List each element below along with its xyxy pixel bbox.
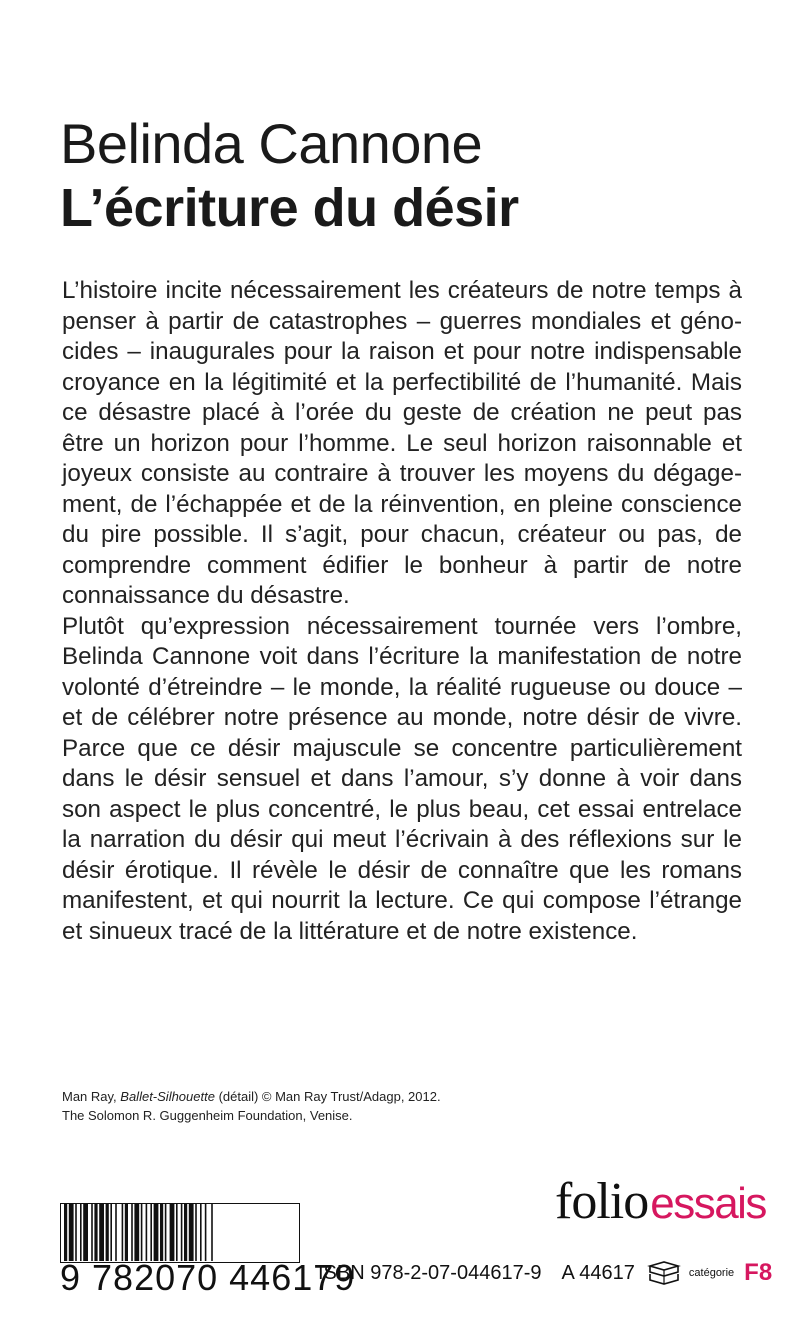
barcode-bar xyxy=(131,1203,133,1261)
category-label: catégorie xyxy=(688,1267,735,1279)
blurb-paragraph: Plutôt qu’expression nécessairement tournée vers l’ombre, Belinda Cannone voit dans l’écriture la manifestation de notre volonté d’étreindre – le monde, la réalité rugueuse ou douce – et de célébrer notre présence au monde, notre désir de vivre. Parce que ce désir majuscule se concentre particulièrement dans le désir sensuel et dans l’amour, s’y donne à voir dans son aspect le plus concentré, le plus beau, cet essai entrelace la narration du désir qui meut l’écrivain à des réflexions sur le désir érotique. Il révèle le désir de connaître que les romans manifestent, et qui nourrit la lecture. Ce qui compose l’étrange et sinueux tracé de la littérature et de notre existence. xyxy=(62,612,742,945)
publisher-logo xyxy=(555,1172,766,1234)
category-value: F8 xyxy=(744,1259,773,1286)
barcode-bar xyxy=(176,1203,178,1261)
barcode-digits: 9 782070 446179 xyxy=(60,1257,356,1298)
isbn-line xyxy=(318,1258,772,1288)
barcode-bar xyxy=(170,1203,175,1261)
barcode-bar xyxy=(150,1203,152,1261)
barcode-bar xyxy=(200,1203,202,1261)
barcode-bar xyxy=(154,1203,159,1261)
blurb xyxy=(62,276,742,947)
credit-work-title: Ballet-Silhouette xyxy=(120,1089,215,1104)
barcode-bar xyxy=(99,1203,104,1261)
barcode-bar xyxy=(91,1203,93,1261)
isbn: ISBN 978-2-07-044617-9 xyxy=(318,1262,542,1284)
author-name: Belinda Cannone xyxy=(60,112,483,175)
book-title: L’écriture du désir xyxy=(60,178,519,238)
barcode-bar xyxy=(122,1203,124,1261)
barcode-bar xyxy=(80,1203,82,1261)
barcode-bar xyxy=(184,1203,187,1261)
barcode-bar xyxy=(125,1203,128,1261)
barcode-bars xyxy=(60,1203,300,1263)
barcode-bar xyxy=(64,1203,67,1261)
barcode-bar xyxy=(110,1203,112,1261)
barcode-bar xyxy=(195,1203,197,1261)
barcode-bar xyxy=(205,1203,207,1261)
image-credit xyxy=(62,1087,582,1125)
blurb-paragraph: L’histoire incite nécessairement les créateurs de notre temps à penser à partir de catastrophes – guerres mondiales et génocides – inaugurales pour la raison et pour notre indispensable croyance en la légitimité et la perfectibilité de l’humanité. Mais ce désastre placé à l’orée du geste de création ne peut pas être un horizon pour l’homme. Le seul horizon raisonnable et joyeux consiste au contraire à trouver les moyens du dégagement, de l’échappée et de la réinvention, en pleine conscience du pire possible. Il s’agit, pour chacun, créateur ou pas, de comprendre comment édifier le bonheur à partir de notre connaissance du désastre. xyxy=(62,277,742,609)
credit-artist: Man Ray, xyxy=(62,1089,121,1104)
barcode-bar xyxy=(94,1203,97,1261)
logo-folio: folio xyxy=(555,1173,649,1230)
barcode-bar xyxy=(141,1203,143,1261)
barcode-bar xyxy=(83,1203,88,1261)
barcode-bar xyxy=(69,1203,74,1261)
credit-details: (détail) © Man Ray Trust/Adagp, 2012. xyxy=(214,1089,441,1104)
books-icon xyxy=(647,1258,681,1288)
barcode-bar xyxy=(160,1203,163,1261)
barcode-bar xyxy=(211,1203,213,1261)
barcode-bar xyxy=(75,1203,77,1261)
barcode-bar xyxy=(106,1203,109,1261)
logo-essais: essais xyxy=(650,1179,766,1228)
credit-line xyxy=(62,1087,582,1106)
barcode-bar xyxy=(181,1203,183,1261)
product-code: A 44617 xyxy=(561,1262,635,1284)
barcode-bar xyxy=(165,1203,167,1261)
barcode-bar xyxy=(134,1203,139,1261)
barcode-bar xyxy=(146,1203,148,1261)
barcode-bar xyxy=(115,1203,117,1261)
credit-line-2: The Solomon R. Guggenheim Foundation, Venise. xyxy=(62,1108,353,1123)
barcode-bar xyxy=(189,1203,194,1261)
